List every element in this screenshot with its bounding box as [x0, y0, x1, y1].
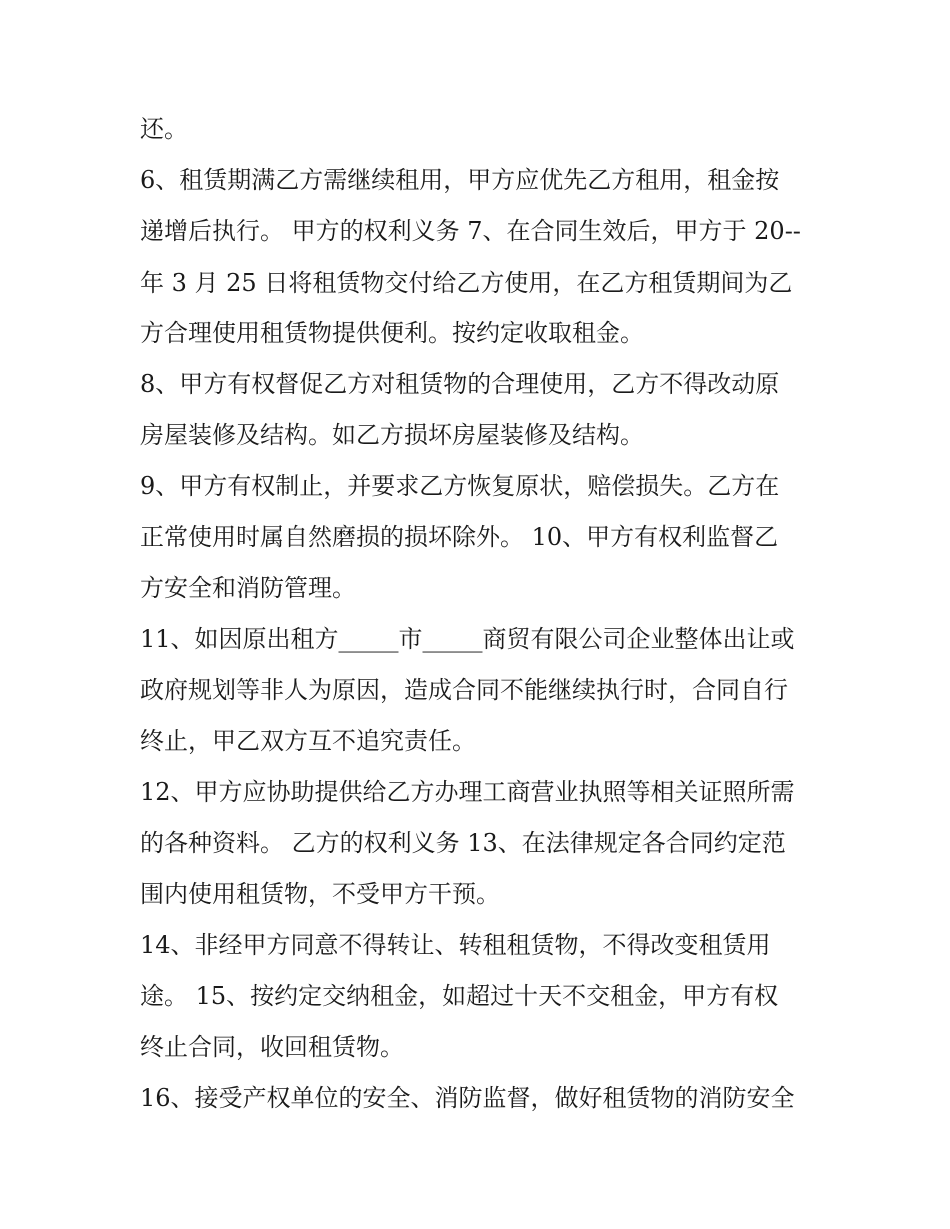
text-line: 12、甲方应协助提供给乙方办理工商营业执照等相关证照所需 [140, 778, 795, 806]
text-line: 终止，甲乙双方互不追究责任。 [140, 727, 476, 755]
text-line: 9、甲方有权制止，并要求乙方恢复原状，赔偿损失。乙方在 [140, 472, 780, 500]
text-line: 途。 15、按约定交纳租金，如超过十天不交租金，甲方有权 [140, 982, 779, 1010]
text-line: 房屋装修及结构。如乙方损坏房屋装修及结构。 [140, 421, 644, 449]
text-line: 14、非经甲方同意不得转让、转租租赁物，不得改变租赁用 [140, 931, 771, 959]
text-line: 16、接受产权单位的安全、消防监督，做好租赁物的消防安全 [140, 1084, 795, 1112]
text-line: 的各种资料。 乙方的权利义务 13、在法律规定各合同约定范 [140, 829, 786, 857]
text-line: 正常使用时属自然磨损的损坏除外。 10、甲方有权利监督乙 [140, 523, 779, 551]
text-line: 政府规划等非人为原因，造成合同不能继续执行时，合同自行 [140, 676, 788, 704]
text-line: 方合理使用租赁物提供便利。按约定收取租金。 [140, 319, 644, 347]
text-line: 还。 [140, 115, 188, 143]
text-line: 6、租赁期满乙方需继续租用，甲方应优先乙方租用，租金按 [140, 166, 780, 194]
text-line: 方安全和消防管理。 [140, 574, 356, 602]
text-line: 围内使用租赁物，不受甲方干预。 [140, 880, 500, 908]
text-line: 8、甲方有权督促乙方对租赁物的合理使用，乙方不得改动原 [140, 370, 780, 398]
text-line: 终止合同，收回租赁物。 [140, 1033, 404, 1061]
text-line: 年 3 月 25 日将租赁物交付给乙方使用，在乙方租赁期间为乙 [140, 269, 793, 297]
text-line: 递增后执行。 甲方的权利义务 7、在合同生效后，甲方于 20-- [140, 217, 801, 245]
text-line: 11、如因原出租方_____市_____商贸有限公司企业整体出让或 [140, 625, 795, 653]
